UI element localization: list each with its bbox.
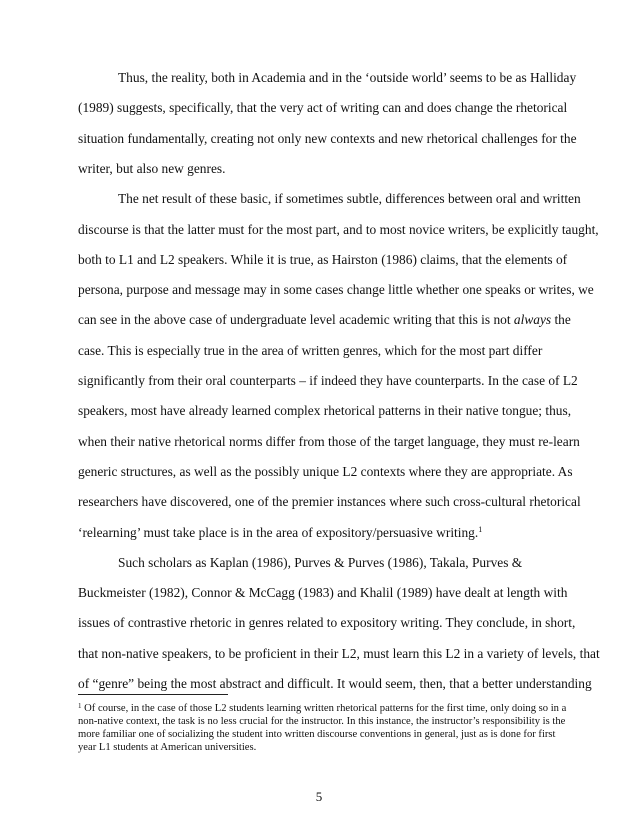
- footnote-number: 1: [78, 702, 82, 710]
- footnote-line-3: more familiar one of socializing the student into written discourse conventions in general, just as is done for first: [78, 729, 556, 740]
- paragraph-3-line-1: Such scholars as Kaplan (1986), Purves & Purves (1986), Takala, Purves &: [118, 554, 523, 570]
- paragraph-2-line-12: [78, 525, 482, 543]
- paragraph-2-line-4: persona, purpose and message may in some cases change little whether one speaks or writes, we: [78, 282, 594, 298]
- paragraph-2-line-8: speakers, most have already learned complex rhetorical patterns in their native tongue; thus,: [78, 403, 572, 419]
- footnote-text: Of course, in the case of those L2 students learning written rhetorical patterns for the first time, only doing so in a: [81, 703, 567, 714]
- paragraph-3-line-4: that non-native speakers, to be proficient in their L2, must learn this L2 in a variety of levels, that: [78, 645, 600, 661]
- paragraph-2-line-11: researchers have discovered, one of the premier instances where such cross-cultural rhetorical: [78, 494, 581, 510]
- paragraph-2-line-9: when their native rhetorical norms differ from those of the target language, they must re-learn: [78, 433, 580, 449]
- paragraph-3-line-5: of “genre” being the most abstract and difficult. It would seem, then, that a better understanding: [78, 676, 592, 691]
- footnote-separator: [78, 694, 228, 695]
- footnote-reference[interactable]: 1: [478, 524, 483, 534]
- footnote-line-4: year L1 students at American universities.: [78, 742, 257, 753]
- paragraph-2-line-10: generic structures, as well as the possibly unique L2 contexts where they are appropriate. As: [78, 463, 573, 479]
- emphasis-always: always: [513, 312, 552, 328]
- line-text: the: [551, 312, 571, 328]
- paragraph-3-line-2: Buckmeister (1982), Connor & McCagg (1983) and Khalil (1989) have dealt at length with: [78, 585, 568, 601]
- paragraph-1-line-1: Thus, the reality, both in Academia and in the ‘outside world’ seems to be as Halliday: [118, 70, 577, 85]
- paragraph-2-line-6: case. This is especially true in the area of written genres, which for the most part differ: [78, 342, 543, 358]
- footnote-line-1: [78, 702, 566, 716]
- paragraph-1-line-2: (1989) suggests, specifically, that the very act of writing can and does change the rhetorical: [78, 100, 568, 116]
- page-number: 5: [315, 789, 323, 804]
- paragraph-3-line-3: issues of contrastive rhetoric in genres related to expository writing. They conclude, in short,: [78, 615, 576, 631]
- paragraph-1-line-4: writer, but also new genres.: [78, 160, 226, 176]
- line-text: can see in the above case of undergraduate level academic writing that this is not: [78, 312, 514, 328]
- paragraph-2-line-3: both to L1 and L2 speakers. While it is true, as Hairston (1986) claims, that the elements of: [78, 251, 568, 267]
- paragraph-2-line-1: The net result of these basic, if sometimes subtle, differences between oral and written: [118, 191, 581, 207]
- line-text: ‘relearning’ must take place is in the area of expository/persuasive writing.: [78, 524, 479, 540]
- paragraph-1-line-3: situation fundamentally, creating not only new contexts and new rhetorical challenges for the: [78, 130, 577, 146]
- paragraph-2-line-5: [78, 312, 571, 328]
- footnote-line-2: non-native context, the task is no less crucial for the instructor. In this instance, the instructor’s responsibility is the: [78, 716, 566, 727]
- paragraph-2-line-2: discourse is that the latter must for the most part, and to most novice writers, be explicitly taught,: [78, 221, 599, 237]
- paragraph-2-line-7: significantly from their oral counterparts – if indeed they have counterparts. In the case of L2: [78, 373, 578, 388]
